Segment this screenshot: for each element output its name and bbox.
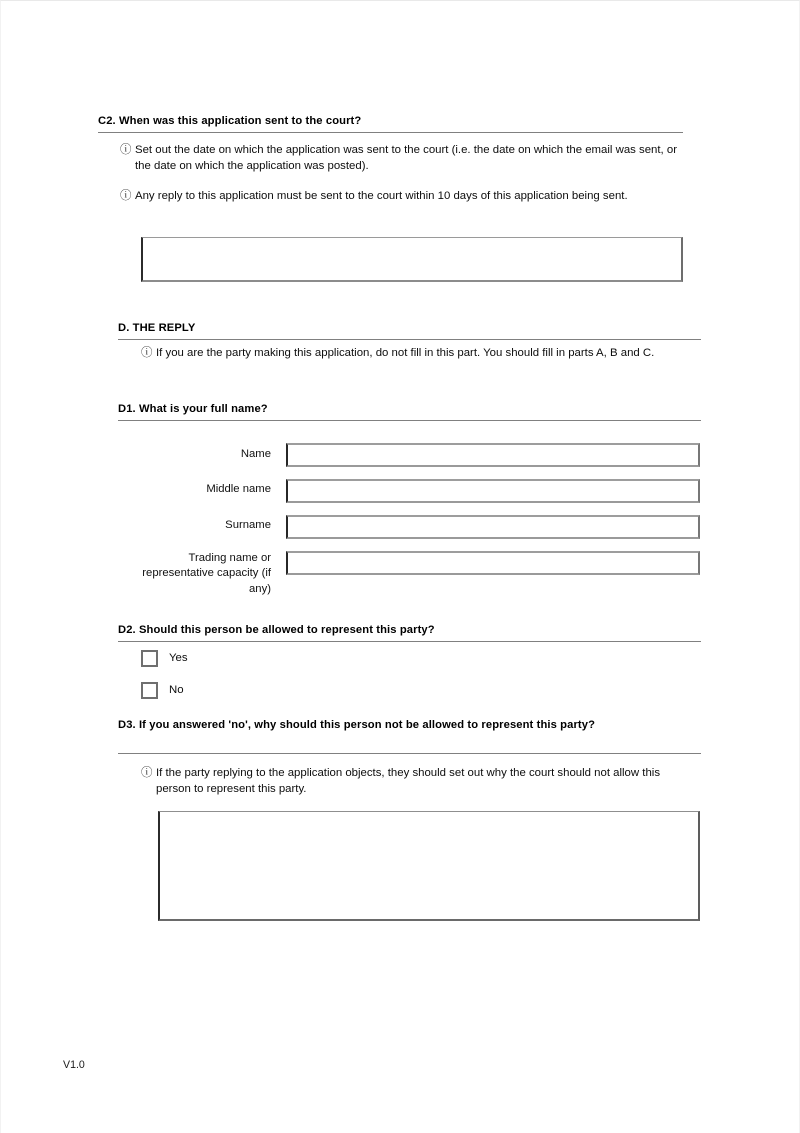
info-note-c2-1-text: Set out the date on which the application was sent to the court (i.e. the date on which the email was sent, or the date on which the application was posted). (135, 144, 678, 172)
section-heading-d: D. THE REPLY (118, 322, 196, 334)
section-rule-d2 (118, 641, 701, 642)
info-circle-icon: ⓘ (120, 144, 132, 156)
section-heading-d3: D3. If you answered 'no', why should this person not be allowed to represent this party? (118, 719, 596, 731)
d2-checkbox-yes[interactable] (141, 650, 158, 667)
d1-field-label-name: Name (240, 448, 271, 460)
d3-reason-textarea[interactable] (158, 811, 700, 921)
section-rule-d3 (118, 753, 701, 754)
d2-checkbox-no[interactable] (141, 682, 158, 699)
d1-field-label-surname: Surname (225, 519, 271, 531)
info-note-d-1-text: If you are the party making this application, do not fill in this part. You should fill in parts A, B and C. (156, 347, 655, 359)
info-circle-icon: ⓘ (141, 347, 153, 359)
section-rule-d1 (118, 420, 701, 421)
d1-middle-name-input[interactable] (286, 479, 700, 503)
footer-version-label: V1.0 (63, 1059, 85, 1071)
d2-option-no[interactable] (141, 682, 184, 699)
d1-trading-name-input[interactable] (286, 551, 700, 575)
d1-name-input[interactable] (286, 443, 700, 467)
section-rule-d (118, 339, 701, 340)
info-circle-icon: ⓘ (141, 767, 153, 779)
info-note-c2-2 (120, 189, 650, 205)
d2-option-yes[interactable] (141, 650, 188, 667)
d1-surname-input[interactable] (286, 515, 700, 539)
section-rule-c2 (98, 132, 683, 133)
info-note-d3-1-text: If the party replying to the application objects, they should set out why the court should not allow this person to represent this party. (156, 767, 661, 795)
info-note-c2-1 (120, 143, 685, 174)
d2-option-yes-label: Yes (169, 652, 188, 664)
d1-field-label-trading-name: Trading name or representative capacity (if any) (142, 552, 271, 595)
info-circle-icon: ⓘ (120, 190, 132, 202)
d2-option-no-label: No (169, 684, 184, 696)
section-heading-d2: D2. Should this person be allowed to represent this party? (118, 624, 435, 636)
section-heading-d1: D1. What is your full name? (118, 403, 268, 415)
d1-field-label-middle-name: Middle name (206, 483, 271, 495)
info-note-d-1 (141, 346, 686, 362)
c2-date-sent-input[interactable] (141, 237, 683, 282)
info-note-c2-2-text: Any reply to this application must be sent to the court within 10 days of this application being sent. (135, 190, 628, 202)
info-note-d3-1 (141, 766, 676, 797)
section-heading-c2: C2. When was this application sent to the court? (98, 115, 362, 127)
